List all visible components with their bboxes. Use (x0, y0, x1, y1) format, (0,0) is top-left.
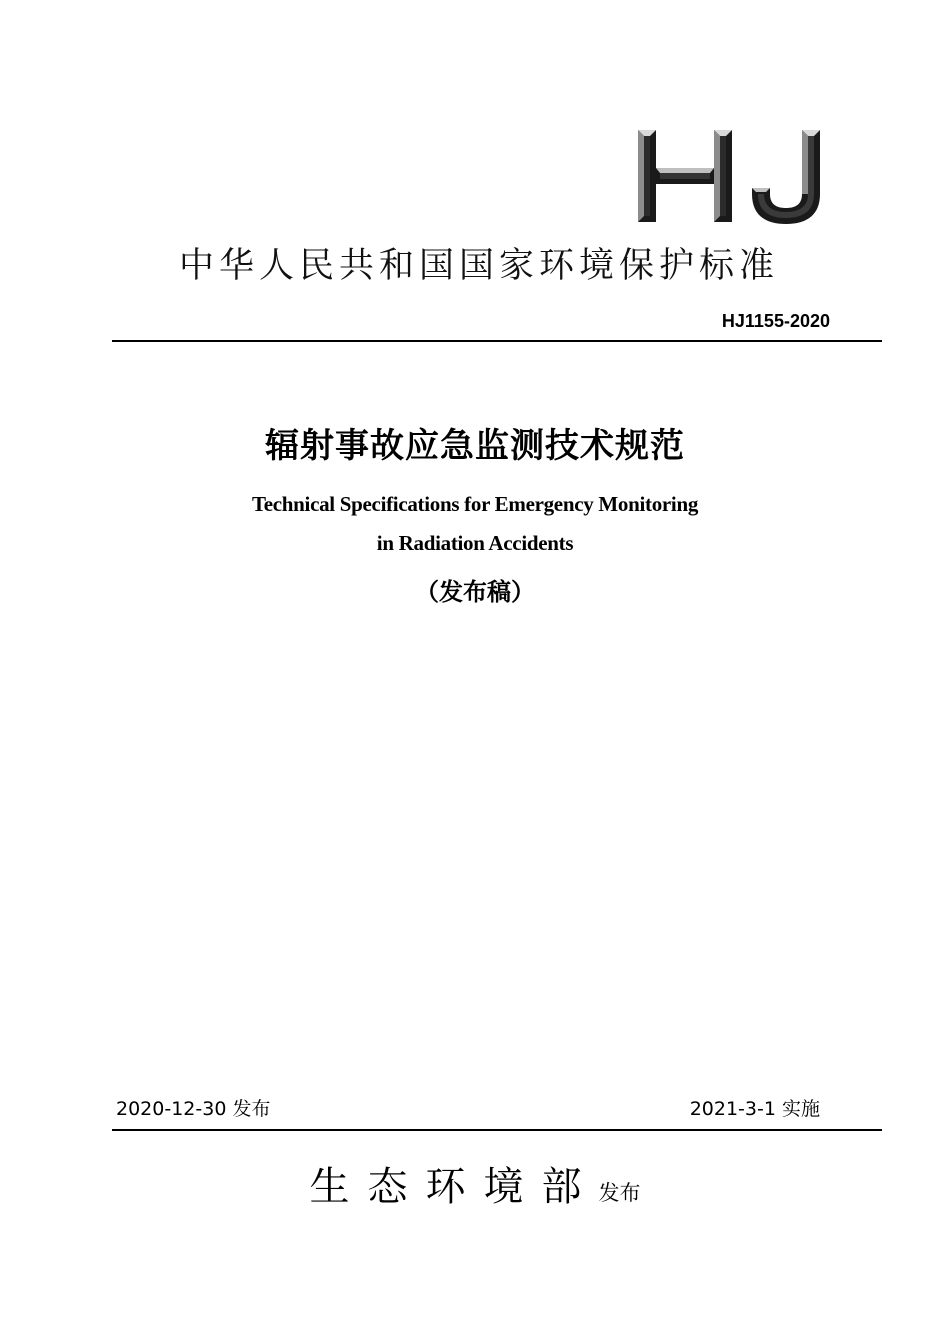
issuer-name: 生态环境部 (309, 1164, 600, 1210)
hj-logo-icon (636, 128, 826, 226)
footer-divider (112, 1129, 882, 1131)
issuer-block (0, 1155, 950, 1212)
document-title-english-line1: Technical Specifications for Emergency Monitoring (251, 492, 699, 516)
issue-date: 2020-12-30 发布 (116, 1098, 271, 1120)
issuer-suffix: 发布 (598, 1181, 641, 1205)
document-title-chinese: 辐射事故应急监测技术规范 (265, 426, 685, 466)
implementation-date: 2021-3-1 实施 (689, 1098, 820, 1120)
standard-category: 中华人民共和国国家环境保护标准 (178, 246, 779, 286)
header-divider (112, 340, 882, 342)
document-title-english-line2: in Radiation Accidents (376, 531, 574, 555)
standard-number: HJ1155-2020 (721, 311, 830, 331)
document-status: （发布稿） (415, 578, 535, 606)
